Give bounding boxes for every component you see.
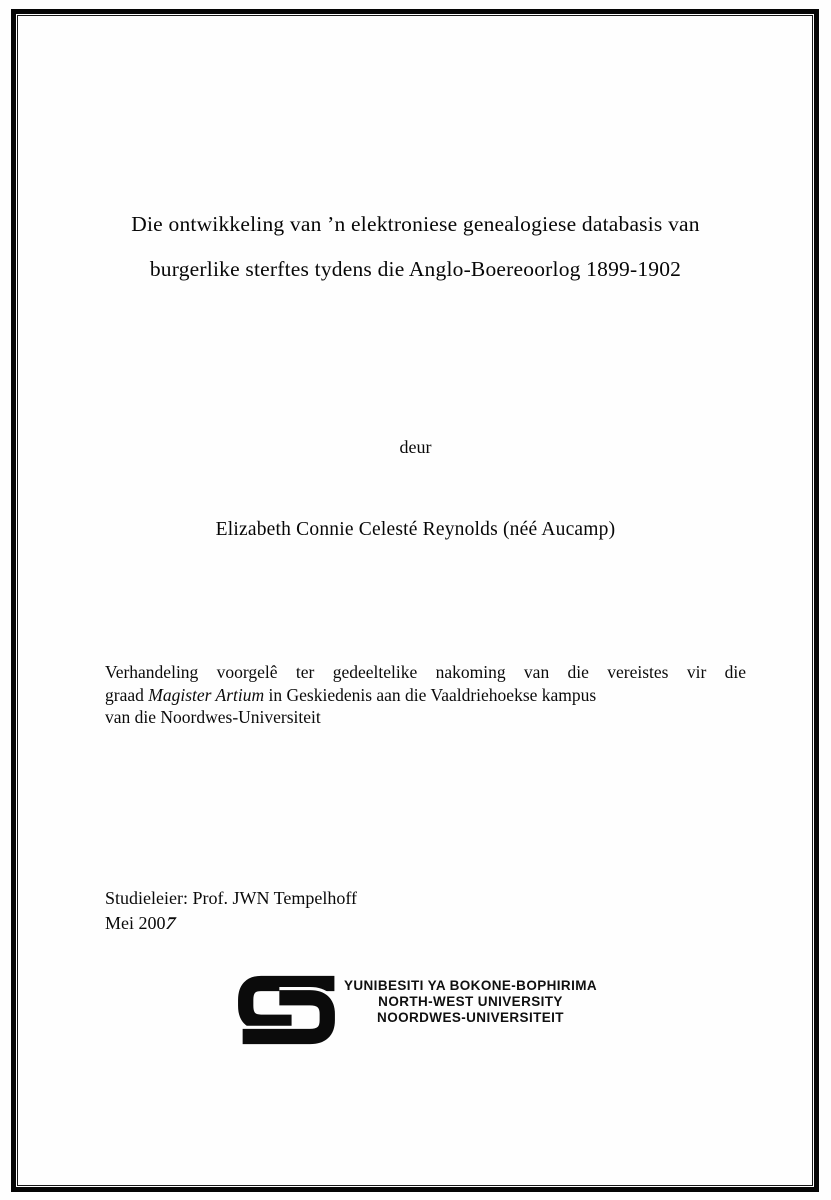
university-logo [234,973,597,1047]
supervisor-and-date [105,886,357,936]
date-prefix: Mei 200 [105,913,166,933]
declaration-line-2-prefix: graad [105,684,149,705]
declaration-line-3: van die Noordwes-Universiteit [105,707,321,727]
logo-text-afrikaans: NOORDWES-UNIVERSITEIT [377,1009,564,1025]
logo-text-setswana: YUNIBESITI YA BOKONE-BOPHIRIMA [343,978,598,993]
declaration-line-2 [105,684,746,707]
date-line [105,911,357,936]
degree-declaration [105,661,746,729]
thesis-title-line-2: burgerlike sterftes tydens die Anglo-Boereoorlog 1899-1902 [149,257,682,281]
degree-name-italic: Magister Artium [148,684,265,705]
supervisor-line: Studieleier: Prof. JWN Tempelhoff [105,888,358,908]
thesis-title-line-1: Die ontwikkeling van ’n elektroniese genealogiese databasis van [131,212,700,236]
thesis-title [80,202,751,292]
declaration-line-1: Verhandeling voorgelê ter gedeeltelike nakoming van die vereistes vir die [105,662,746,682]
university-logo-text [344,973,597,1025]
logo-text-english: NORTH-WEST UNIVERSITY [378,993,563,1009]
nwu-chain-link-logo-icon [234,973,338,1047]
declaration-line-2-suffix: in Geskiedenis aan die Vaaldriehoekse kampus [264,684,597,705]
author-name: Elizabeth Connie Celesté Reynolds (néé Aucamp) [215,519,616,540]
date-last-digit: 7 [162,913,178,933]
byline-deur: deur [399,437,432,457]
